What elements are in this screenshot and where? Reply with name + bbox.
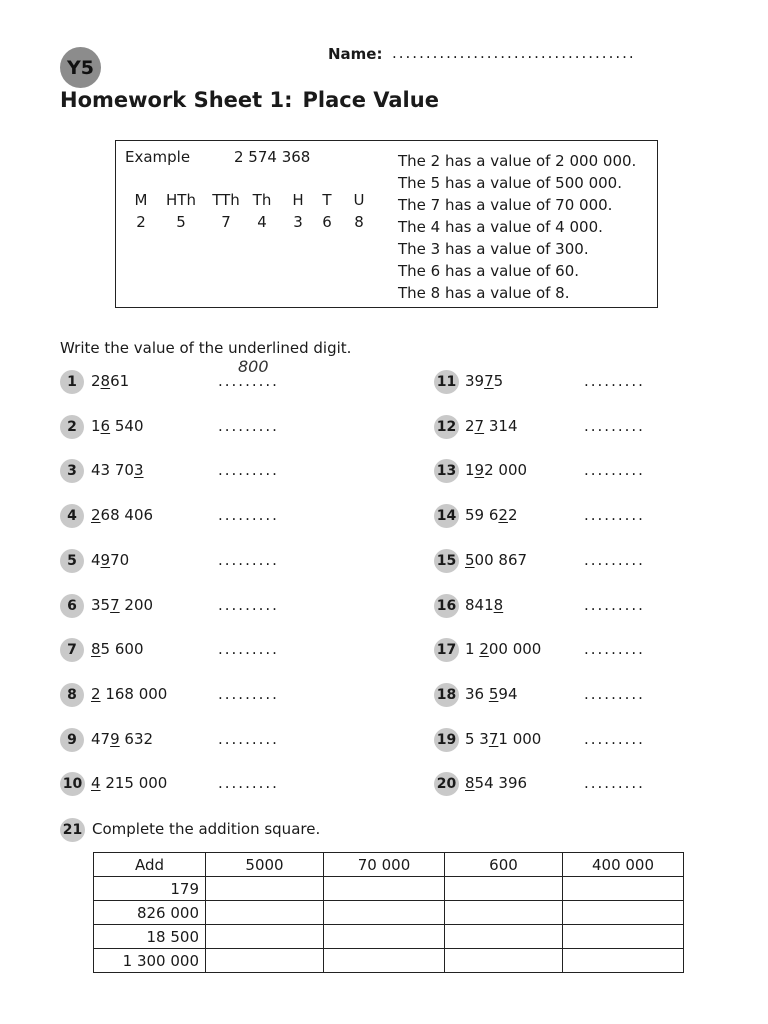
question-number-text (91, 730, 153, 748)
example-value-line: The 6 has a value of 60. (398, 262, 580, 280)
answer-line[interactable]: ......... (584, 774, 645, 793)
question-number-text (91, 551, 129, 569)
question-number: 13 (434, 459, 459, 483)
digits-after: 68 406 (100, 506, 154, 525)
page-title (60, 88, 439, 112)
example-label: Example (125, 148, 191, 166)
underlined-digit: 2 (91, 684, 101, 703)
question-number: 16 (434, 594, 459, 618)
digits-after: 632 (119, 729, 154, 748)
digits-after: 215 000 (100, 774, 168, 793)
addition-square (93, 852, 684, 973)
addition-cell[interactable] (206, 901, 324, 925)
digits-after: 2 000 (484, 461, 528, 480)
addition-col-header: 70 000 (324, 853, 445, 877)
question-number: 14 (434, 504, 459, 528)
example-value-line: The 2 has a value of 2 000 000. (398, 152, 637, 170)
underlined-digit: 4 (91, 774, 101, 793)
digits-after: 54 396 (474, 774, 528, 793)
digits-before: 36 (465, 684, 489, 703)
answer-line[interactable]: ......... (584, 729, 645, 748)
answer-line[interactable]: ......... (584, 595, 645, 614)
answer-line[interactable]: ......... (218, 640, 279, 659)
addition-cell[interactable] (563, 925, 684, 949)
question-number: 11 (434, 370, 459, 394)
question-number: 2 (60, 415, 84, 439)
digits-before: 841 (465, 595, 494, 614)
example-value-line: The 7 has a value of 70 000. (398, 196, 613, 214)
addition-header-row (94, 853, 684, 877)
answer-line[interactable]: ......... (584, 416, 645, 435)
place-digit: 6 (322, 213, 332, 231)
title-topic: Place Value (302, 88, 439, 112)
underlined-digit: 9 (474, 461, 485, 480)
question-number-text (91, 774, 167, 792)
answer-line[interactable]: ......... (584, 684, 645, 703)
question-number-text (465, 551, 527, 569)
digits-before: 2 (465, 416, 475, 435)
underlined-digit: 2 (498, 506, 508, 525)
underlined-digit: 6 (100, 416, 111, 435)
question-number-text (91, 461, 144, 479)
question-item (434, 594, 734, 618)
question-number-text (465, 372, 503, 390)
answer-line[interactable]: ......... (584, 640, 645, 659)
underlined-digit: 7 (484, 372, 494, 390)
underlined-digit: 5 (465, 550, 475, 569)
question-number: 15 (434, 549, 459, 573)
addition-cell[interactable] (206, 949, 324, 973)
addition-cell[interactable] (563, 949, 684, 973)
digits-before: 43 70 (91, 461, 134, 480)
addition-cell[interactable] (563, 901, 684, 925)
digits-after: 2 (507, 506, 518, 525)
digits-after: 168 000 (100, 684, 168, 703)
question-item (60, 459, 360, 483)
question-item (434, 370, 734, 394)
underlined-digit: 7 (474, 416, 485, 435)
addition-corner: Add (94, 853, 206, 877)
digits-after: 94 (498, 684, 518, 703)
question-item (60, 549, 360, 573)
answer-line[interactable]: ......... (584, 550, 645, 569)
answer-line[interactable]: ......... (218, 595, 279, 614)
underlined-digit: 2 (479, 640, 489, 659)
answer-line[interactable]: ......... (584, 506, 645, 525)
addition-row-header: 826 000 (94, 901, 206, 925)
addition-row (94, 901, 684, 925)
digits-after: 5 (493, 372, 504, 390)
question-text: Complete the addition square. (92, 820, 321, 838)
underlined-digit: 7 (110, 595, 120, 614)
question-item (434, 504, 734, 528)
underlined-digit: 8 (100, 372, 111, 390)
example-value-lines (398, 150, 636, 304)
question-number-text (465, 417, 518, 435)
addition-row (94, 925, 684, 949)
title-sheet: Homework Sheet 1: (60, 88, 293, 112)
digits-after: 200 (119, 595, 154, 614)
addition-row (94, 877, 684, 901)
question-item (434, 459, 734, 483)
digits-before: 59 6 (465, 506, 499, 525)
question-number: 5 (60, 549, 84, 573)
digits-after: 00 867 (474, 550, 528, 569)
question-number-text (465, 596, 503, 614)
question-number: 20 (434, 772, 459, 796)
question-item (60, 683, 360, 707)
question-number: 6 (60, 594, 84, 618)
question-number: 18 (434, 683, 459, 707)
question-number-text (91, 685, 167, 703)
underlined-digit: 8 (493, 595, 504, 614)
example-value-line: The 5 has a value of 500 000. (398, 174, 622, 192)
question-number: 9 (60, 728, 84, 752)
addition-cell[interactable] (324, 925, 445, 949)
addition-cell[interactable] (324, 901, 445, 925)
question-item (434, 415, 734, 439)
name-field-dots[interactable]: .................................... (392, 44, 636, 62)
question-item (434, 728, 734, 752)
question-number-text (91, 506, 153, 524)
answer-line[interactable]: ......... (584, 372, 645, 390)
place-digit: 4 (257, 213, 267, 231)
underlined-digit: 2 (91, 506, 101, 525)
question-number: 21 (60, 818, 85, 842)
answer-line[interactable]: ......... (218, 684, 279, 703)
place-digit: 2 (136, 213, 146, 231)
question-number-text (91, 417, 144, 435)
addition-cell[interactable] (445, 949, 563, 973)
place-digit: 3 (293, 213, 303, 231)
question-item (434, 638, 734, 662)
digits-before: 5 3 (465, 729, 489, 748)
digits-before: 47 (91, 729, 111, 748)
addition-cell[interactable] (206, 925, 324, 949)
addition-col-header: 400 000 (563, 853, 684, 877)
question-number: 17 (434, 638, 459, 662)
question-number-text (465, 461, 527, 479)
digits-before: 4 (91, 550, 101, 569)
question-number: 7 (60, 638, 84, 662)
question-number-text (91, 372, 129, 390)
place-header: HTh (166, 191, 196, 209)
digits-after: 1 000 (498, 729, 542, 748)
question-item (60, 772, 360, 796)
question-item (60, 357, 360, 394)
addition-cell[interactable] (206, 877, 324, 901)
question-item (60, 638, 360, 662)
answer-line[interactable]: ......... (218, 416, 279, 435)
addition-cell[interactable] (445, 877, 563, 901)
question-item (60, 594, 360, 618)
answer-line[interactable]: ......... (218, 729, 279, 748)
underlined-digit: 9 (110, 729, 120, 748)
question-number-text (465, 774, 527, 792)
place-header: TTh (212, 191, 240, 209)
addition-col-header: 600 (445, 853, 563, 877)
question-item (434, 549, 734, 573)
question-item (60, 504, 360, 528)
digits-after: 5 600 (100, 640, 144, 659)
addition-cell[interactable] (324, 877, 445, 901)
digits-after: 70 (110, 550, 130, 569)
question-item (60, 415, 360, 439)
instruction-text: Write the value of the underlined digit. (60, 339, 352, 357)
addition-col-header: 5000 (206, 853, 324, 877)
answer-line[interactable]: ......... (218, 506, 279, 525)
digits-before: 1 (465, 461, 475, 480)
digits-after: 540 (110, 416, 144, 435)
underlined-digit: 5 (488, 684, 499, 703)
underlined-digit: 8 (91, 640, 101, 659)
question-item (434, 683, 734, 707)
question-number: 10 (60, 772, 85, 796)
digits-before: 1 (91, 416, 101, 435)
question-number: 12 (434, 415, 459, 439)
answer-line[interactable]: ......... (218, 461, 279, 480)
example-box (115, 140, 658, 308)
addition-cell[interactable] (445, 925, 563, 949)
place-digit: 5 (176, 213, 186, 231)
addition-cell[interactable] (324, 949, 445, 973)
answer-line[interactable]: ......... (218, 774, 279, 793)
digits-after: 61 (110, 372, 130, 390)
place-digit: 7 (221, 213, 231, 231)
addition-row-header: 1 300 000 (94, 949, 206, 973)
year-badge: Y5 (60, 47, 101, 88)
answer-line[interactable]: ......... (218, 372, 279, 390)
addition-cell[interactable] (563, 877, 684, 901)
addition-row-header: 18 500 (94, 925, 206, 949)
addition-row (94, 949, 684, 973)
question-number: 1 (60, 370, 84, 394)
question-number: 19 (434, 728, 459, 752)
question-number: 4 (60, 504, 84, 528)
question-number-text (91, 640, 144, 658)
digits-after: 314 (484, 416, 518, 435)
question-number: 8 (60, 683, 84, 707)
digits-before: 35 (91, 595, 111, 614)
place-digit: 8 (354, 213, 364, 231)
digits-before: 39 (465, 372, 485, 390)
question-number-text (465, 640, 541, 658)
example-value-line: The 3 has a value of 300. (398, 240, 589, 258)
question-number-text (465, 506, 518, 524)
place-header: U (353, 191, 365, 209)
addition-row-header: 179 (94, 877, 206, 901)
digits-before: 2 (91, 372, 101, 390)
underlined-digit: 9 (100, 550, 111, 569)
underlined-digit: 3 (133, 461, 144, 480)
answer-line[interactable]: ......... (218, 550, 279, 569)
place-header: M (134, 191, 148, 209)
digits-after: 00 000 (488, 640, 542, 659)
handwritten-answer: 800 (238, 357, 269, 376)
question-item (60, 728, 360, 752)
place-header: H (292, 191, 304, 209)
addition-cell[interactable] (445, 901, 563, 925)
place-header: Th (252, 191, 272, 209)
question-number: 3 (60, 459, 84, 483)
name-label: Name: (328, 45, 383, 63)
underlined-digit: 8 (465, 774, 475, 793)
digits-before: 1 (465, 640, 480, 659)
question-number-text (465, 685, 518, 703)
example-number: 2 574 368 (234, 148, 311, 166)
answer-line[interactable]: ......... (584, 461, 645, 480)
question-item (434, 772, 734, 796)
question-number-text (465, 730, 541, 748)
example-value-line: The 4 has a value of 4 000. (398, 218, 603, 236)
question-number-text (91, 596, 153, 614)
example-value-line: The 8 has a value of 8. (398, 284, 570, 302)
place-header: T (322, 191, 332, 209)
underlined-digit: 7 (488, 729, 499, 748)
